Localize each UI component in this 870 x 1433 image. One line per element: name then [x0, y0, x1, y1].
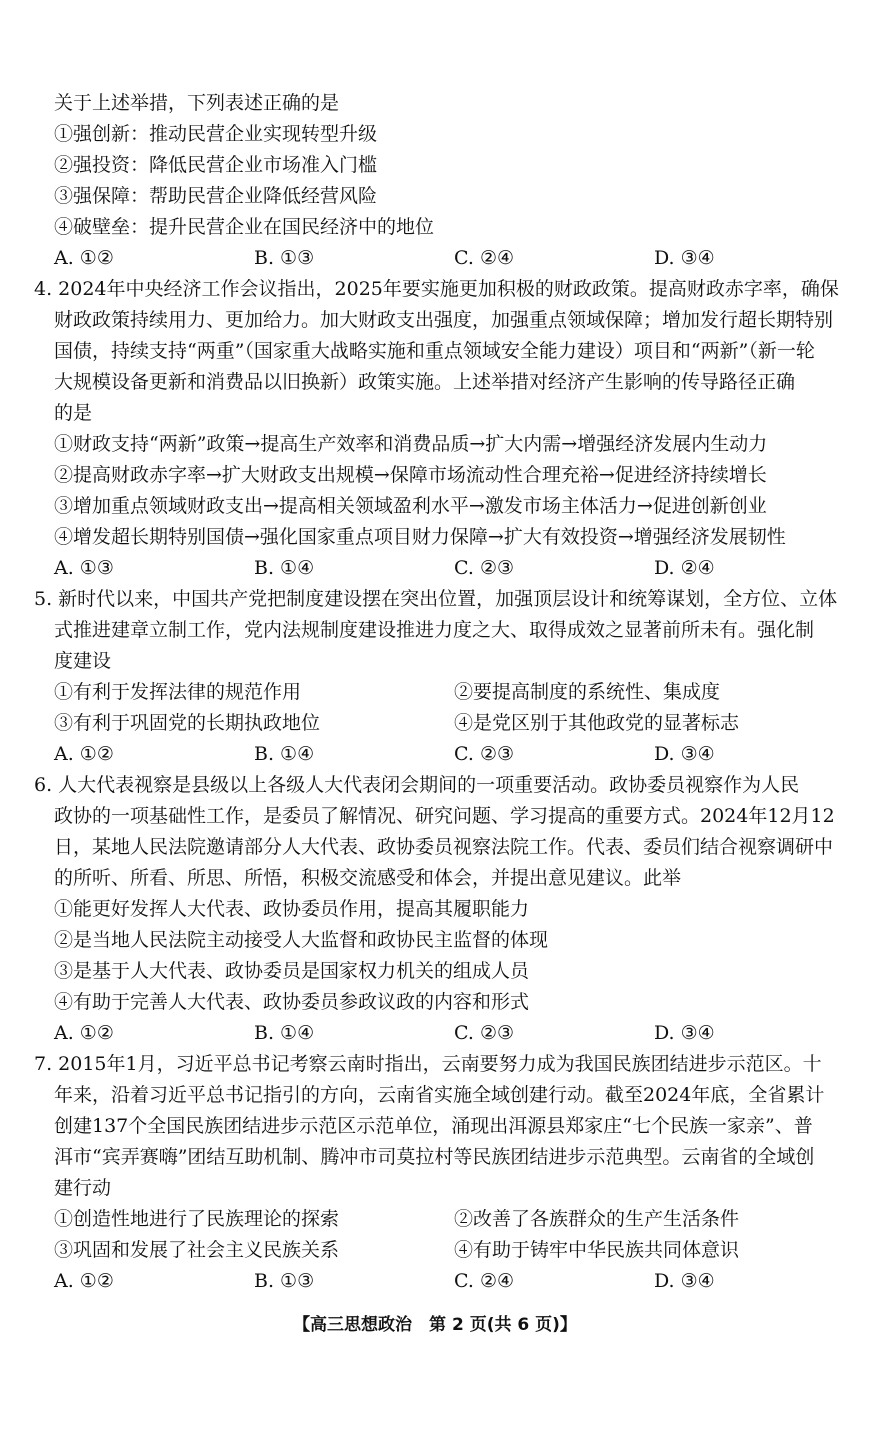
choice-a: A. ①② [54, 1270, 114, 1292]
question-text-line: 度建设 [54, 650, 112, 672]
answer-item-pair [34, 1204, 854, 1235]
choice-options [34, 553, 854, 584]
exam-content [34, 88, 854, 1297]
answer-item: ②提高财政赤字率→扩大财政支出规模→保障市场流动性合理充裕→促进经济持续增长 [54, 464, 767, 486]
question-text-line: 5. 新时代以来，中国共产党把制度建设摆在突出位置，加强顶层设计和统筹谋划，全方位、立体 [34, 588, 838, 610]
choice-c: C. ②③ [454, 1022, 515, 1044]
choice-c: C. ②④ [454, 1270, 515, 1292]
answer-item: ③强保障：帮助民营企业降低经营风险 [54, 185, 378, 207]
answer-item: ③是基于人大代表、政协委员是国家权力机关的组成人员 [54, 960, 530, 982]
choice-a: A. ①③ [54, 557, 114, 579]
answer-item: ④破壁垒：提升民营企业在国民经济中的地位 [54, 216, 435, 238]
question-text-line: 建行动 [54, 1177, 112, 1199]
answer-item: ①创造性地进行了民族理论的探索 [54, 1208, 340, 1230]
answer-item: ②强投资：降低民营企业市场准入门槛 [54, 154, 378, 176]
question-7 [34, 1049, 854, 1297]
question-text-line: 国债，持续支持“两重”（国家重大战略实施和重点领域安全能力建设）项目和“两新”（新一轮 [54, 340, 815, 362]
choice-d: D. ②④ [654, 557, 715, 579]
question-text-line: 洱市“宾弄赛嗨”团结互助机制、腾冲市司莫拉村等民族团结进步示范典型。云南省的全域创 [54, 1146, 815, 1168]
choice-a: A. ①② [54, 743, 114, 765]
choice-b: B. ①④ [254, 1022, 315, 1044]
choice-d: D. ③④ [654, 1270, 715, 1292]
question-3-continuation [34, 88, 854, 274]
question-text-line: 政协的一项基础性工作，是委员了解情况、研究问题、学习提高的重要方式。2024年12月12 [54, 805, 835, 827]
answer-item: ③有利于巩固党的长期执政地位 [54, 712, 321, 734]
choice-b: B. ①③ [254, 1270, 315, 1292]
choice-a: A. ①② [54, 1022, 114, 1044]
choice-options [34, 1018, 854, 1049]
question-stem: 关于上述举措，下列表述正确的是 [54, 92, 340, 114]
answer-item: ②要提高制度的系统性、集成度 [454, 681, 721, 703]
question-text-line: 日，某地人民法院邀请部分人大代表、政协委员视察法院工作。代表、委员们结合视察调研中 [54, 836, 834, 858]
answer-item: ④增发超长期特别国债→强化国家重点项目财力保障→扩大有效投资→增强经济发展韧性 [54, 526, 786, 548]
choice-d: D. ③④ [654, 247, 715, 269]
choice-options [34, 739, 854, 770]
question-5 [34, 584, 854, 770]
choice-d: D. ③④ [654, 1022, 715, 1044]
answer-item: ④有助于铸牢中华民族共同体意识 [454, 1239, 740, 1261]
choice-c: C. ②③ [454, 743, 515, 765]
question-text-line: 的所听、所看、所思、所悟，积极交流感受和体会，并提出意见建议。此举 [54, 867, 682, 889]
question-6 [34, 770, 854, 1049]
question-text-line: 式推进建章立制工作，党内法规制度建设推进力度之大、取得成效之显著前所未有。强化制 [54, 619, 815, 641]
answer-item: ①有利于发挥法律的规范作用 [54, 681, 302, 703]
question-text-line: 4. 2024年中央经济工作会议指出，2025年要实施更加积极的财政政策。提高财政赤字率，确保 [34, 278, 839, 300]
question-text-line: 6. 人大代表视察是县级以上各级人大代表闭会期间的一项重要活动。政协委员视察作为人民 [34, 774, 800, 796]
answer-item: ③增加重点领域财政支出→提高相关领域盈利水平→激发市场主体活力→促进创新创业 [54, 495, 767, 517]
answer-item: ①强创新：推动民营企业实现转型升级 [54, 123, 378, 145]
answer-item-pair [34, 1235, 854, 1266]
answer-item: ②是当地人民法院主动接受人大监督和政协民主监督的体现 [54, 929, 549, 951]
choice-c: C. ②④ [454, 247, 515, 269]
answer-item: ③巩固和发展了社会主义民族关系 [54, 1239, 340, 1261]
choice-options [34, 243, 854, 274]
question-text-line: 的是 [54, 402, 93, 424]
choice-b: B. ①④ [254, 557, 315, 579]
answer-item-pair [34, 677, 854, 708]
choice-options [34, 1266, 854, 1297]
choice-a: A. ①② [54, 247, 114, 269]
answer-item: ①能更好发挥人大代表、政协委员作用，提高其履职能力 [54, 898, 530, 920]
choice-c: C. ②③ [454, 557, 515, 579]
question-4 [34, 274, 854, 584]
answer-item: ④是党区别于其他政党的显著标志 [454, 712, 740, 734]
choice-b: B. ①③ [254, 247, 315, 269]
question-text-line: 创建137个全国民族团结进步示范区示范单位，涌现出洱源县郑家庄“七个民族一家亲”、普 [54, 1115, 813, 1137]
answer-item: ①财政支持“两新”政策→提高生产效率和消费品质→扩大内需→增强经济发展内生动力 [54, 433, 768, 455]
answer-item-pair [34, 708, 854, 739]
choice-d: D. ③④ [654, 743, 715, 765]
question-text-line: 大规模设备更新和消费品以旧换新）政策实施。上述举措对经济产生影响的传导路径正确 [54, 371, 796, 393]
question-text-line: 财政政策持续用力、更加给力。加大财政支出强度，加强重点领域保障；增加发行超长期特别 [54, 309, 834, 331]
page-footer: 【高三思想政治 第 2 页(共 6 页)】 [293, 1315, 577, 1335]
question-text-line: 年来，沿着习近平总书记指引的方向，云南省实施全域创建行动。截至2024年底，全省累计 [54, 1084, 825, 1106]
answer-item: ④有助于完善人大代表、政协委员参政议政的内容和形式 [54, 991, 530, 1013]
question-text-line: 7. 2015年1月，习近平总书记考察云南时指出，云南要努力成为我国民族团结进步示范区。十 [34, 1053, 822, 1075]
answer-item: ②改善了各族群众的生产生活条件 [454, 1208, 740, 1230]
choice-b: B. ①④ [254, 743, 315, 765]
